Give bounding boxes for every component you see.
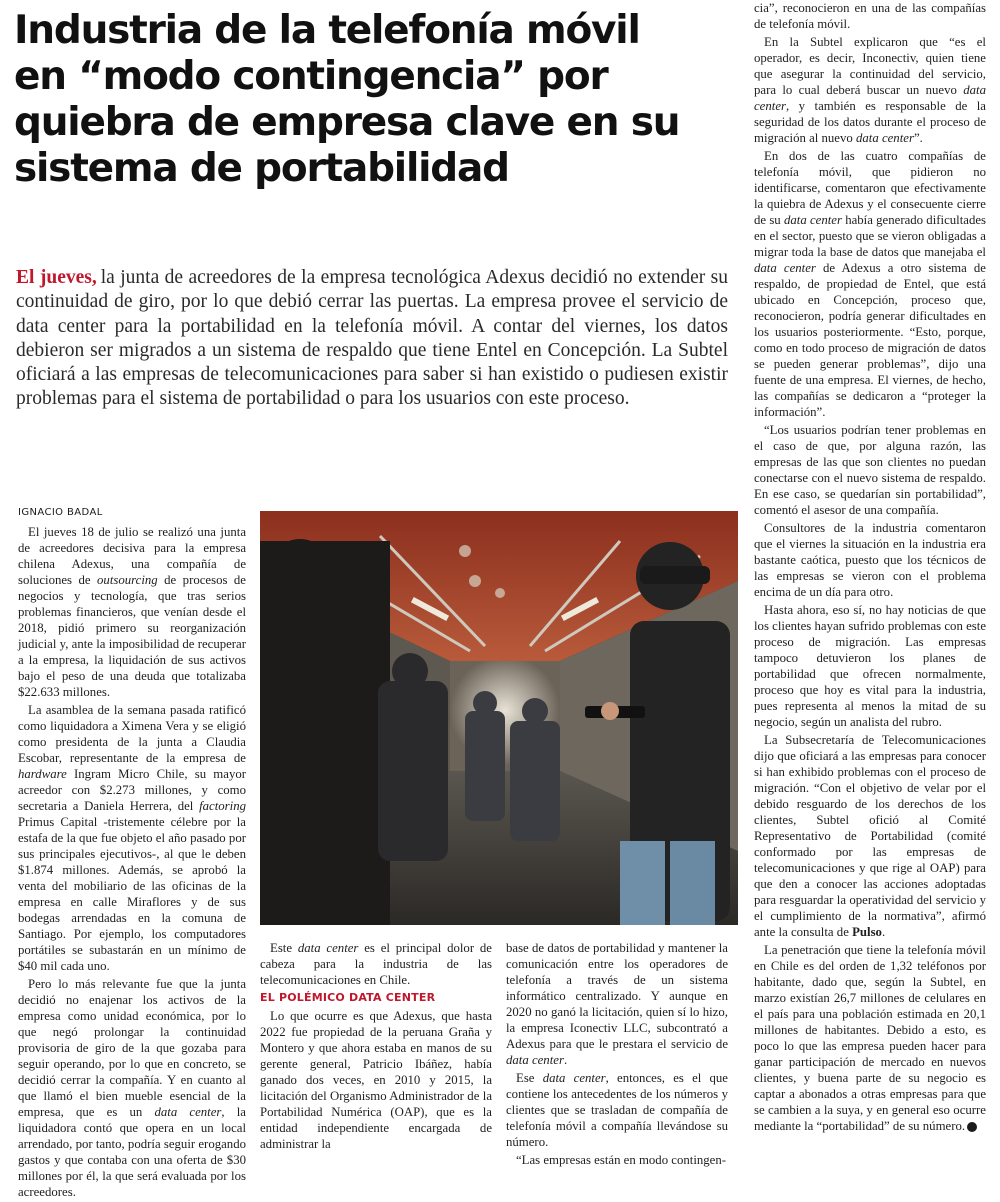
body-paragraph: base de datos de portabilidad y mantener la comunicación entre los operadores de telefonía a través de un sistema informático centralizado. Y aunque en 2020 no ganó la licitación, quien sí lo hizo, la empresa Iconectiv LLC, subcontrató a Adexus para que le prestara el servicio de data center. xyxy=(506,941,728,1067)
body-paragraph: La Subsecretaría de Telecomunicaciones dijo que oficiará a las empresas para conocer si han exhibido problemas con el proceso de migración. “Con el objetivo de velar por el debido resguardo de los derechos de los clientes, Subtel ofició al Comité Representativo de Portabilidad (comité conformado por las empresas de telecomunicaciones y que rige al OAP) para que den a conocer las acciones adoptadas para resguardar la operatividad del servicio y el cumplimiento de la normativa”, afirmó ante la consulta de Pulso. xyxy=(754,733,986,939)
lead-text: la junta de acreedores de la empresa tecnológica Adexus decidió no extender su continuidad de giro, por lo que debió cerrar las puertas. La empresa provee el servicio de data center para la portabilidad en la telefonía móvil. A contar del viernes, los datos debieron ser migrados a un sistema de respaldo que tiene Entel en Concepción. La Subtel oficiará a las empresas de telecomunicaciones para saber si han existido o pudiesen existir problemas para el sistema de portabilidad o para los usuarios con este proceso. xyxy=(16,267,728,410)
body-paragraph: Pero lo más relevante fue que la junta decidió no enajenar los activos de la empresa como unidad económica, por lo que negó prolongar la continuidad provisoria de giro de la que gozaba para seguir operando, por lo que en concreto, se decidió cerrar la compañía. Y en cuanto al que llamó el bien mueble esencial de la empresa, que es un data center, la liquidadora contó que opera en un local arrendado, por tanto, podría seguir erogando gastos y que contaba con una oferta de $30 millones por él, la que será evaluada por los acreedores. xyxy=(18,977,246,1199)
section-subhead: EL POLÉMICO DATA CENTER xyxy=(260,991,436,1004)
headline-line: Industria de la telefonía móvil xyxy=(14,8,640,53)
headline xyxy=(14,8,744,192)
headline-line: quiebra de empresa clave en su xyxy=(14,100,680,145)
body-column-left xyxy=(18,524,246,1202)
body-paragraph: Lo que ocurre es que Adexus, que hasta 2022 fue propiedad de la peruana Graña y Montero y que ahora estaba en manos de su gerente general, Patricio Ibáñez, había ganado dos veces, en 2010 y 2015, la licitación del Organismo Administrador de la Portabilidad Numérica (OAP), que es la entidad independiente encargada de administrar la xyxy=(260,1009,492,1151)
body-column-middle-2 xyxy=(506,940,728,1170)
headline-line: en “modo contingencia” por xyxy=(14,54,608,99)
body-paragraph: Este data center es el principal dolor de cabeza para la industria de las telecomunicaciones en Chile. xyxy=(260,941,492,987)
lead-kicker: El jueves, xyxy=(16,267,97,288)
subway-photo xyxy=(260,511,738,925)
byline: IGNACIO BADAL xyxy=(18,507,103,518)
body-paragraph: Hasta ahora, eso sí, no hay noticias de que los clientes hayan sufrido problemas con este proceso de migración. Las empresas tampoco detuvieron los planes de portabilidad que ofrecen normalmente, proceso que hoy es vital para la industria, pues representa al menos la mitad de su negocio, según un analista del rubro. xyxy=(754,603,986,729)
body-paragraph: La asamblea de la semana pasada ratificó como liquidadora a Ximena Vera y se eligió como presidenta de la junta a Claudia Escobar, representante de la empresa de hardware Ingram Micro Chile, su mayor acreedor con $2.273 millones, y como secretaria a Daniela Herrera, del factoring Primus Capital -tristemente célebre por la estafa de la que fue objeto el año pasado por sus principales ejecutivos-, al que le deben $1.874 millones. Además, se aprobó la venta del mobiliario de las oficinas de la empresa en calle Miraflores y de sus bodegas arrendadas en la comuna de Santiago. Por ejemplo, los computadores portátiles se subastarán en un mínimo de $40 mil cada uno. xyxy=(18,703,246,973)
body-paragraph: Ese data center, entonces, es el que contiene los antecedentes de los números y clientes que se trasladan de compañía de telefonía móvil a compañía llevándose su número. xyxy=(506,1071,728,1149)
lead-paragraph xyxy=(16,266,728,412)
body-paragraph: “Los usuarios podrían tener problemas en el caso de que, por alguna razón, las empresas de las que son clientes no puedan conectarse con el nuevo sistema de respaldo. En ese caso, se quedarían sin portabilidad”, comentó el asesor de una compañía. xyxy=(754,423,986,517)
headline-line: sistema de portabilidad xyxy=(14,146,509,191)
body-paragraph: En la Subtel explicaron que “es el operador, es decir, Inconectiv, quien tiene que asegurar la continuidad del servicio, para lo cual deberá buscar un nuevo data center, y también es responsable de la seguridad de los datos durante el proceso de migración al nuevo data center”. xyxy=(754,35,986,145)
body-column-right xyxy=(754,0,986,1136)
body-paragraph: “Las empresas están en modo contingen- xyxy=(516,1153,727,1167)
body-paragraph: La penetración que tiene la telefonía móvil en Chile es del orden de 1,32 teléfonos por habitante, dado que, según la Subtel, en marzo existían 26,7 millones de celulares en el país para una población estimada en 20,1 millones de habitantes. Debido a esto, es poco lo que las empresa pueden hacer para ganar participación de mercado en nuevos clientes, y buena parte de su negocio es captar a abonados a otras empresas para que se cambien a la suya, y en general eso ocurre mediante la “portabilidad” de su número. P xyxy=(754,943,986,1133)
body-paragraph: Consultores de la industria comentaron que el viernes la situación en la industria era bastante caótica, puesto que los técnicos de las empresas se vieron con el problema encima de un día para otro. xyxy=(754,521,986,599)
article-end-mark: P xyxy=(967,1122,977,1132)
body-paragraph: cia”, reconocieron en una de las compañías de telefonía móvil. xyxy=(754,1,986,31)
body-paragraph: En dos de las cuatro compañías de telefonía móvil, que pidieron no identificarse, comentaron que efectivamente la quiebra de Adexus y el consecuente cierre de su data center había generado dificultades en el sector, puesto que se vieron obligadas a migrar toda la base de datos que manejaba el data center de Adexus a otro sistema de respaldo, de propiedad de Entel, que está ubicado en Concepción, proceso que, reconocieron, podría generar dificultades en los usuarios posteriormente. “Esto, porque, como en todo proceso de migración de datos se pueden generar problemas”, dijo una fuente de una empresa. El viernes, de hecho, las compañías se dedicaron a “proteger la información”. xyxy=(754,149,987,419)
subway-photo-illustration xyxy=(260,511,738,925)
body-paragraph: El jueves 18 de julio se realizó una junta de acreedores decisiva para la empresa chilena Adexus, una compañía de soluciones de outsourcing de procesos de negocios y tecnología, que tras serios problemas financieros, que venían desde el 2018, pidió primero su reorganización judicial y, ante la imposibilidad de recuperar a la empresa, la liquidación de sus activos bajo el peso de una deuda que totalizaba $22.633 millones. xyxy=(18,525,246,699)
body-column-middle xyxy=(260,940,492,1154)
